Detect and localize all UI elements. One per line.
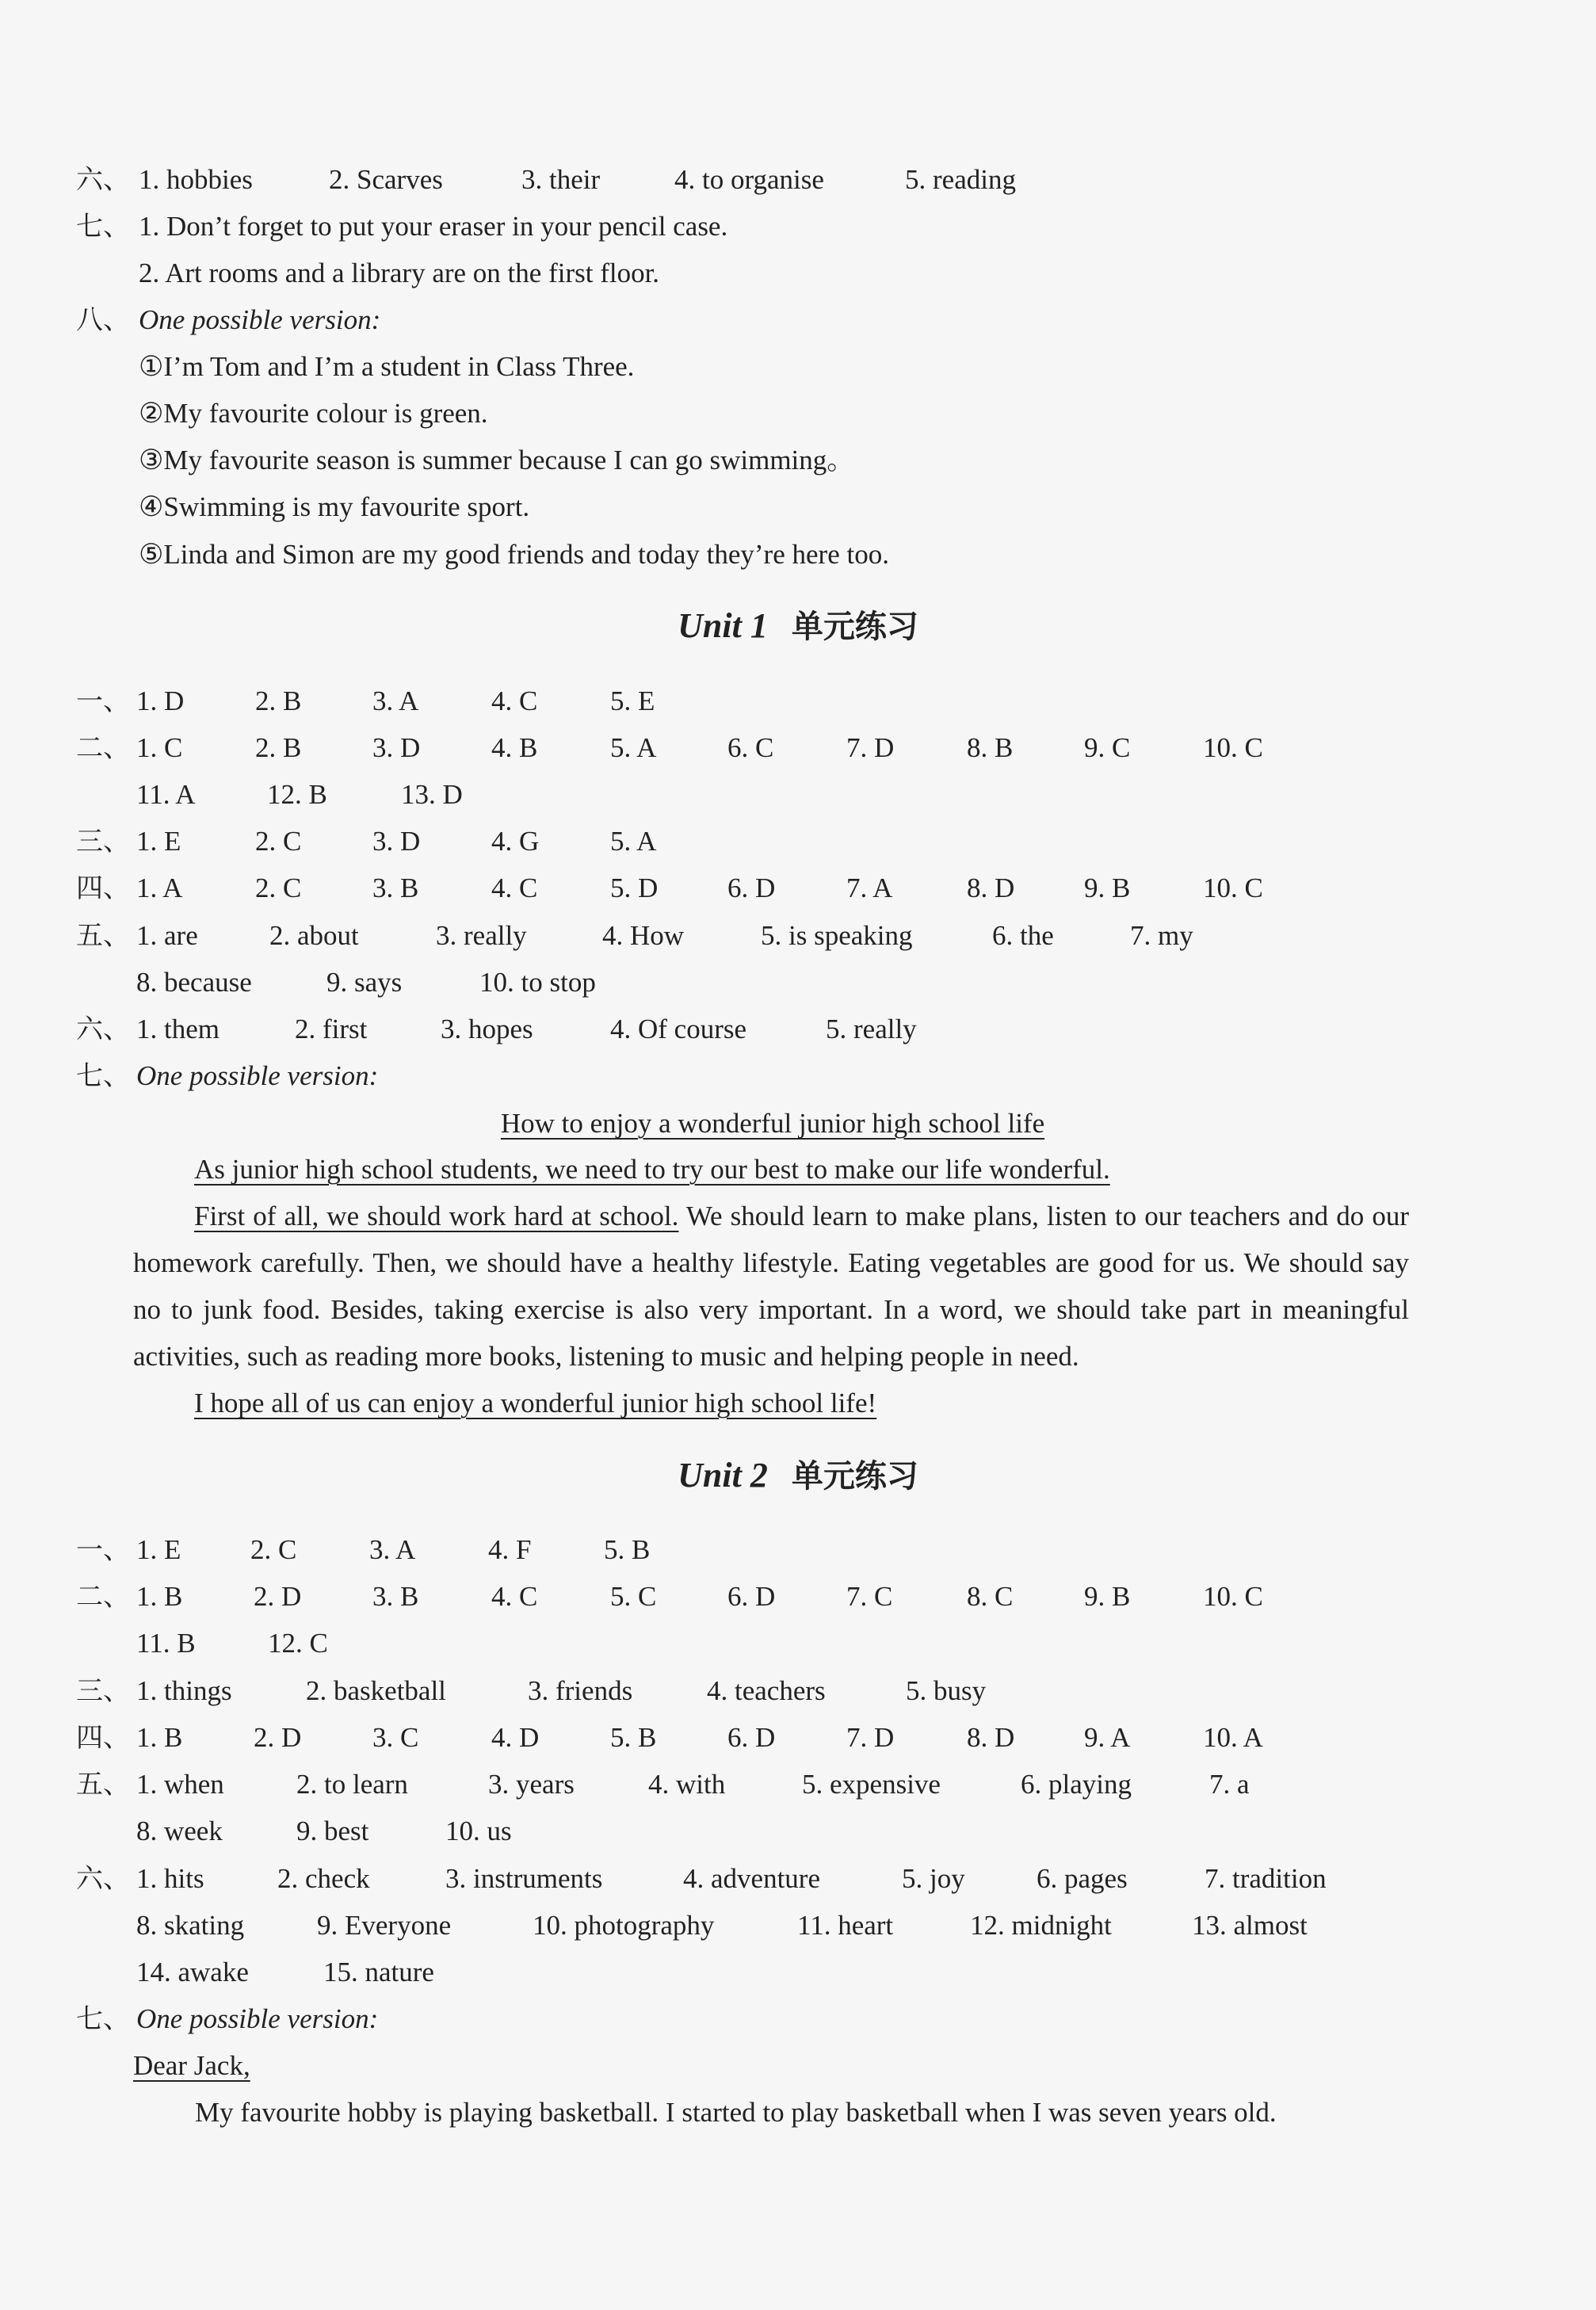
- answer-item: 1. hobbies: [139, 164, 253, 195]
- answer-item: 1. C: [136, 732, 183, 763]
- section-mark: 八、: [76, 304, 130, 336]
- answer-item: 6. D: [727, 1581, 776, 1612]
- answer-item: 6. the: [992, 920, 1054, 951]
- answer-item: 4. D: [491, 1722, 540, 1753]
- letter-first-line: My favourite hobby is playing basketball. I started to play basketball when I was seven years old.: [195, 2097, 1277, 2128]
- answer-item: 4. teachers: [707, 1675, 826, 1706]
- section-mark: 一、: [76, 1534, 130, 1566]
- answer-item: 3. A: [372, 685, 419, 716]
- answer-item: 6. pages: [1037, 1863, 1128, 1894]
- answer-item: 1. A: [136, 872, 183, 903]
- essay-intro: As junior high school students, we need to try our best to make our life wonderful.: [194, 1154, 1110, 1185]
- answer-item: 4. How: [602, 920, 685, 951]
- section-mark: 五、: [76, 1769, 130, 1800]
- version-label: One possible version:: [139, 304, 381, 335]
- answer-item: 1. B: [136, 1722, 183, 1753]
- writing-line: ④Swimming is my favourite sport.: [139, 491, 530, 522]
- answer-item: 2. Scarves: [329, 164, 443, 195]
- answer-item: 11. A: [136, 779, 196, 810]
- essay-paragraph: We should learn to make plans, listen to our teachers and do our homework carefully. Then, we should have a healthy lifestyle. Eating vegetables are good for us. We should say no to junk food. Besides, taking exercise is also very important. In a word, we should take part in meaningful activities, such as reading more books, listening to music and helping people in need.: [133, 1201, 1409, 1372]
- answer-item: 1. hits: [136, 1863, 204, 1894]
- answer-item: 8. C: [967, 1581, 1014, 1612]
- answer-item: 3. B: [372, 1581, 419, 1612]
- answer-item: 10. C: [1203, 1581, 1263, 1612]
- answer-item: 12. midnight: [970, 1910, 1112, 1941]
- answer-item: 3. friends: [528, 1675, 633, 1706]
- answer-item: 5. joy: [902, 1863, 965, 1894]
- answer-item: 8. skating: [136, 1910, 245, 1941]
- answer-item: 9. Everyone: [317, 1910, 452, 1941]
- answer-item: 6. D: [727, 872, 776, 903]
- section-mark: 七、: [76, 1060, 130, 1092]
- answer-item: 4. G: [491, 826, 540, 857]
- answer-item: 4. C: [491, 872, 538, 903]
- answer-item: 5. expensive: [802, 1769, 941, 1800]
- answer-item: 4. F: [488, 1534, 532, 1565]
- essay-closing: I hope all of us can enjoy a wonderful junior high school life!: [194, 1388, 877, 1418]
- letter-greeting: Dear Jack,: [133, 2050, 250, 2081]
- answer-item: 8. B: [967, 732, 1014, 763]
- answer-item: 1. are: [136, 920, 198, 951]
- section-mark: 六、: [76, 1863, 130, 1895]
- answer-item: 4. B: [491, 732, 538, 763]
- answer-item: 1. E: [136, 1534, 181, 1565]
- writing-line: ③My favourite season is summer because I can go swimming。: [139, 445, 855, 475]
- answer-item: 10. A: [1203, 1722, 1263, 1753]
- answer-item: 9. best: [296, 1816, 369, 1846]
- section-mark: 六、: [76, 1014, 130, 1045]
- answer-item: 7. D: [846, 732, 895, 763]
- unit-title: Unit 1: [678, 606, 768, 645]
- answer-item: 2. D: [254, 1722, 302, 1753]
- answer-item: 15. nature: [323, 1957, 434, 1987]
- answer-item: 3. really: [436, 920, 527, 951]
- answer-item: 5. busy: [906, 1675, 987, 1706]
- answer-item: 1. when: [136, 1769, 224, 1800]
- answer-item: 7. a: [1209, 1769, 1250, 1800]
- answer-item: 3. their: [521, 164, 601, 195]
- essay-topic-sentence: First of all, we should work hard at school.: [194, 1201, 679, 1231]
- answer-item: 3. years: [488, 1769, 575, 1800]
- section-mark: 四、: [76, 872, 130, 904]
- answer-item: 1. them: [136, 1014, 220, 1044]
- answer-item: 2. C: [255, 872, 302, 903]
- answer-item: 9. B: [1084, 872, 1131, 903]
- answer-item: 8. D: [967, 1722, 1015, 1753]
- answer-item: 12. C: [268, 1628, 328, 1659]
- answer-item: 8. D: [967, 872, 1015, 903]
- answer-item: 10. to stop: [479, 967, 596, 998]
- answer-item: 2. check: [277, 1863, 370, 1894]
- answer-item: 5. B: [604, 1534, 651, 1565]
- answer-item: 7. D: [846, 1722, 895, 1753]
- answer-item: 13. D: [401, 779, 463, 810]
- version-label: One possible version:: [136, 1060, 379, 1091]
- essay-body: [133, 1146, 1409, 1426]
- writing-line: ②My favourite colour is green.: [139, 398, 488, 429]
- answer-item: 2. C: [255, 826, 302, 857]
- answer-item: 2. first: [295, 1014, 368, 1044]
- answer-item: 4. Of course: [610, 1014, 747, 1044]
- unit-subtitle: 单元练习: [791, 1458, 918, 1495]
- answer-item: 5. reading: [905, 164, 1016, 195]
- answer-item: 10. us: [445, 1816, 512, 1846]
- answer-item: 2. to learn: [296, 1769, 408, 1800]
- answer-item: 2. C: [250, 1534, 297, 1565]
- answer-item: 10. C: [1203, 732, 1263, 763]
- answer-item: 9. A: [1084, 1722, 1131, 1753]
- answer-item: 1. D: [136, 685, 185, 716]
- answer-item: 5. C: [610, 1581, 657, 1612]
- answer-item: 5. B: [610, 1722, 657, 1753]
- answer-item: 7. A: [846, 872, 893, 903]
- answer-item: 3. hopes: [441, 1014, 533, 1044]
- answer-item: 10. photography: [533, 1910, 715, 1941]
- section-mark: 七、: [76, 211, 130, 242]
- answer-item: 3. instruments: [445, 1863, 603, 1894]
- unit-2-heading: [0, 1453, 1596, 1499]
- answer-item: 3. C: [372, 1722, 419, 1753]
- section-mark: 六、: [76, 164, 130, 196]
- answer-item: 5. D: [610, 872, 659, 903]
- answer-item: 9. B: [1084, 1581, 1131, 1612]
- answer-item: 4. C: [491, 1581, 538, 1612]
- writing-line: ⑤Linda and Simon are my good friends and today they’re here too.: [139, 539, 889, 570]
- answer-item: 8. week: [136, 1816, 223, 1846]
- unit-subtitle: 单元练习: [791, 609, 918, 645]
- answer-item: 6. playing: [1021, 1769, 1132, 1800]
- answer-item: 13. almost: [1192, 1910, 1308, 1941]
- answer-item: 6. D: [727, 1722, 776, 1753]
- answer-item: 5. A: [610, 732, 657, 763]
- answer-item: 2. B: [255, 732, 302, 763]
- section-mark: 七、: [76, 2003, 130, 2035]
- answer-item: 6. C: [727, 732, 774, 763]
- answer-item: 4. C: [491, 685, 538, 716]
- answer-item: 5. really: [826, 1014, 917, 1044]
- essay-title: How to enjoy a wonderful junior high school life: [500, 1108, 1045, 1139]
- answer-item: 1. things: [136, 1675, 232, 1706]
- answer-item: 2. D: [254, 1581, 302, 1612]
- answer-item: 1. E: [136, 826, 181, 857]
- answer-item: 11. heart: [797, 1910, 894, 1941]
- answer-item: 1. B: [136, 1581, 183, 1612]
- section-mark: 四、: [76, 1722, 130, 1754]
- answer-item: 14. awake: [136, 1957, 249, 1987]
- answer-item: 8. because: [136, 967, 252, 998]
- answer-item: 12. B: [267, 779, 327, 810]
- answer-item: 7. C: [846, 1581, 893, 1612]
- section-mark: 三、: [76, 1675, 130, 1707]
- answer-item: 3. B: [372, 872, 419, 903]
- answer-item: 5. A: [610, 826, 657, 857]
- unit-title: Unit 2: [678, 1456, 768, 1495]
- answer-item: 2. B: [255, 685, 302, 716]
- section-mark: 二、: [76, 1581, 130, 1613]
- answer-item: 4. with: [648, 1769, 726, 1800]
- answer-item: 11. B: [136, 1628, 196, 1659]
- answer-item: 9. says: [326, 967, 403, 998]
- answer-item: 3. D: [372, 826, 421, 857]
- answer-item: 3. A: [369, 1534, 416, 1565]
- writing-line: ①I’m Tom and I’m a student in Class Three.: [139, 351, 635, 382]
- answer-item: 2. basketball: [306, 1675, 446, 1706]
- version-label: One possible version:: [136, 2003, 379, 2034]
- answer-sentence: 1. Don’t forget to put your eraser in your pencil case.: [139, 211, 728, 242]
- section-mark: 五、: [76, 920, 130, 952]
- answer-item: 7. my: [1130, 920, 1193, 951]
- section-mark: 三、: [76, 826, 130, 857]
- answer-sentence: 2. Art rooms and a library are on the first floor.: [139, 258, 660, 288]
- answer-item: 9. C: [1084, 732, 1131, 763]
- answer-item: 7. tradition: [1205, 1863, 1327, 1894]
- answer-item: 3. D: [372, 732, 421, 763]
- unit-1-heading: [0, 604, 1596, 649]
- answer-item: 5. is speaking: [761, 920, 913, 951]
- answer-item: 2. about: [269, 920, 359, 951]
- section-mark: 一、: [76, 685, 130, 717]
- answer-item: 4. to organise: [674, 164, 824, 195]
- answer-item: 10. C: [1203, 872, 1263, 903]
- answer-item: 5. E: [610, 685, 655, 716]
- answer-item: 4. adventure: [683, 1863, 820, 1894]
- section-mark: 二、: [76, 732, 130, 764]
